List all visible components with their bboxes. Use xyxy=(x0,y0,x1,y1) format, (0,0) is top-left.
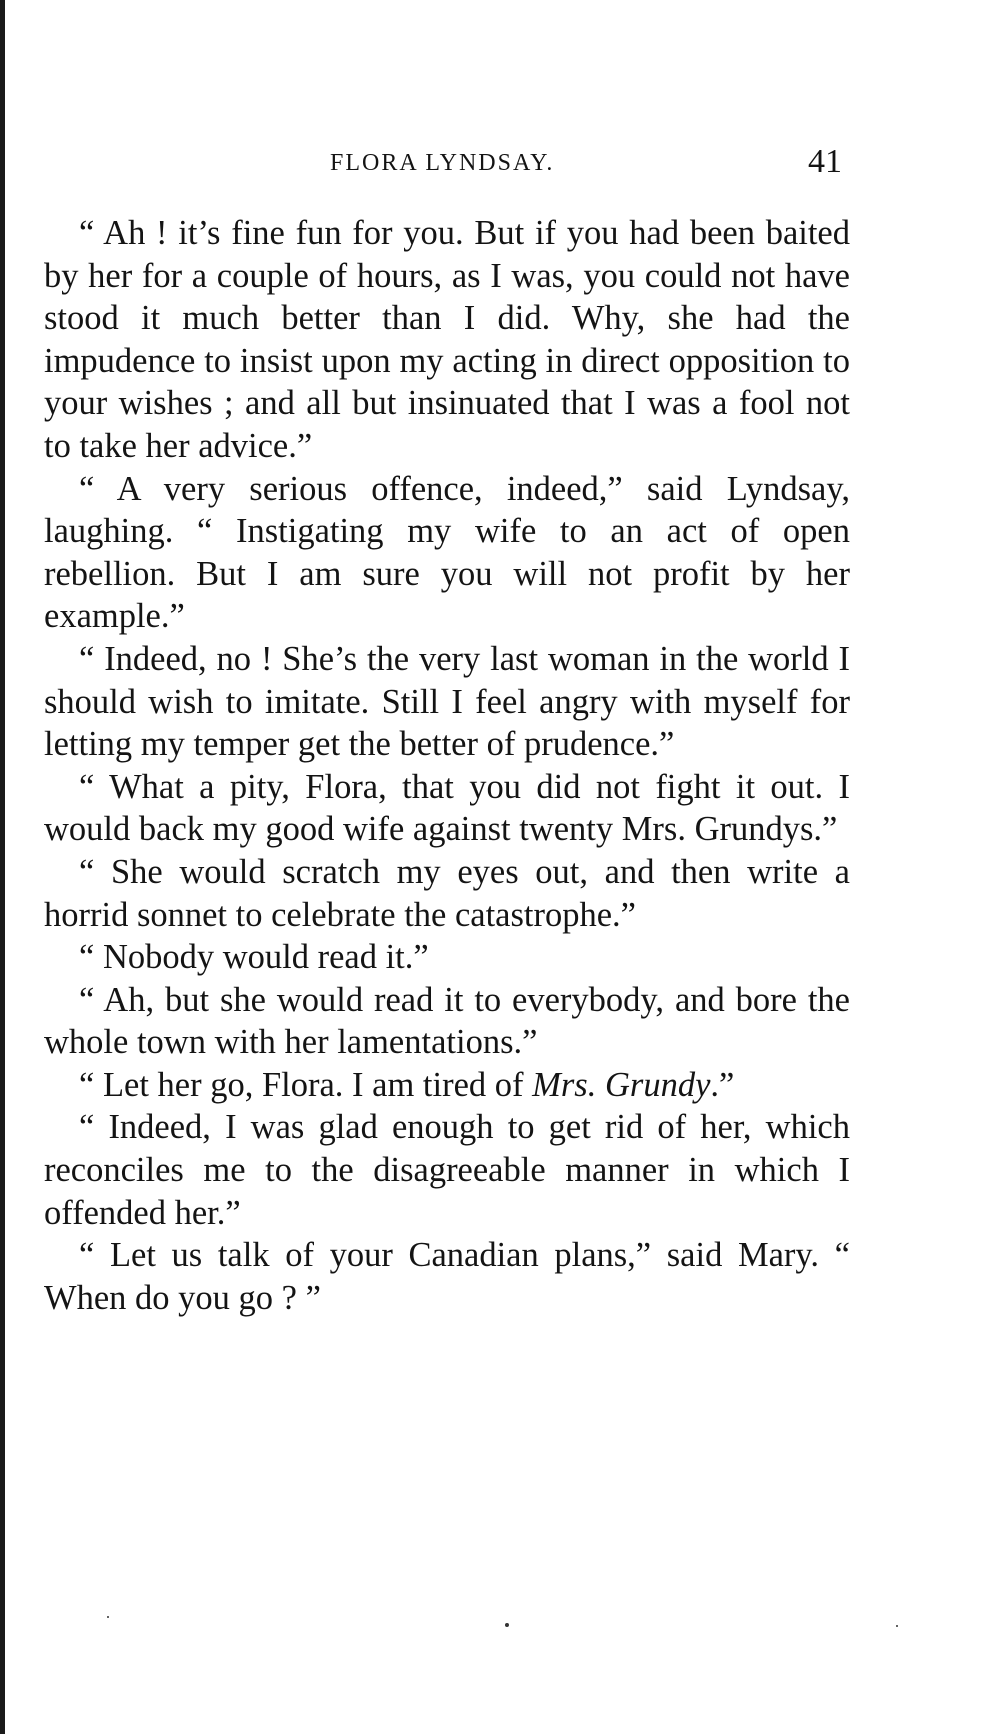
paragraph-text: “ Let her go, Flora. I am tired of xyxy=(79,1065,533,1104)
paragraph: “ A very serious offence, indeed,” said Lyndsay, laughing. “ Instigating my wife to an act of open rebellion. But I am sure you will not profit by her example.” xyxy=(44,469,850,636)
paragraph-with-italic xyxy=(44,1064,850,1107)
paragraph: “ Indeed, no ! She’s the very last woman in the world I should wish to imitate. Still I feel angry with myself for letting my temper get the better of prudence.” xyxy=(44,639,850,764)
running-title: FLORA LYNDSAY. xyxy=(330,150,555,176)
paragraph: “ Indeed, I was glad enough to get rid of her, which reconciles me to the disagreeable manner in which I offended her.” xyxy=(44,1108,850,1232)
paragraph: “ Ah ! it’s fine fun for you. But if you had been baited by her for a couple of hours, as I was, you could not have stood it much better than I did. Why, she had the impudence to insist upon my acting in direct opposition to your wishes ; and all but insinuated that I was a fool not to take her advice.” xyxy=(44,214,850,465)
paper-speck xyxy=(896,1625,898,1627)
body-text xyxy=(44,212,850,1319)
paragraph: “ Nobody would read it.” xyxy=(79,938,429,977)
paragraph: “ Ah, but she would read it to everybody, and bore the whole town with her lamentations.” xyxy=(44,980,850,1062)
paper-speck xyxy=(505,1623,509,1627)
paragraph: “ What a pity, Flora, that you did not fight it out. I would back my good wife against twenty Mrs. Grundys.” xyxy=(44,767,850,849)
page-number: 41 xyxy=(808,143,842,180)
paper-speck xyxy=(107,1616,109,1618)
italic-name: Mrs. Grundy xyxy=(532,1065,711,1104)
paragraph-text: .” xyxy=(710,1065,735,1104)
paragraph: “ Let us talk of your Canadian plans,” said Mary. “ When do you go ? ” xyxy=(44,1236,850,1317)
paragraph: “ She would scratch my eyes out, and then write a horrid sonnet to celebrate the catastrophe.” xyxy=(44,852,850,934)
page-edge-rule xyxy=(0,0,5,1734)
